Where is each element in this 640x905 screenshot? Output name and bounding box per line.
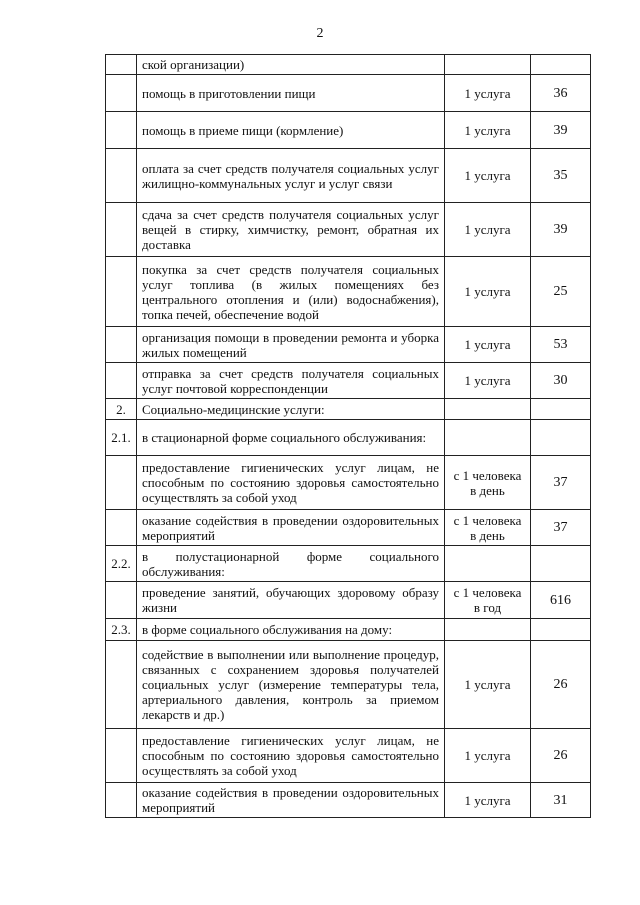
service-name: оказание содействия в проведении оздоровительных мероприятий (137, 783, 445, 818)
row-number (106, 363, 137, 399)
service-unit: 1 услуга (445, 112, 531, 149)
services-table (105, 54, 591, 818)
service-unit: с 1 человека в день (445, 456, 531, 510)
service-name: предоставление гигиенических услуг лицам, не способным по состоянию здоровья самостоятельно осуществлять за собой уход (137, 729, 445, 783)
service-value: 36 (531, 75, 591, 112)
service-value (531, 55, 591, 75)
service-unit: 1 услуга (445, 257, 531, 327)
table-row (106, 641, 591, 729)
subsection-title: в форме социального обслуживания на дому: (137, 619, 445, 641)
table-row (106, 363, 591, 399)
table-row (106, 510, 591, 546)
row-number (106, 641, 137, 729)
service-value: 26 (531, 729, 591, 783)
service-unit: 1 услуга (445, 363, 531, 399)
service-name: организация помощи в проведении ремонта и уборка жилых помещений (137, 327, 445, 363)
service-name: сдача за счет средств получателя социальных услуг вещей в стирку, химчистку, ремонт, обратная их доставка (137, 203, 445, 257)
table-row (106, 55, 591, 75)
service-value: 25 (531, 257, 591, 327)
service-unit: 1 услуга (445, 75, 531, 112)
subsection-title: в стационарной форме социального обслуживания: (137, 420, 445, 456)
service-unit (445, 55, 531, 75)
service-unit: 1 услуга (445, 729, 531, 783)
page-number: 2 (316, 26, 324, 41)
service-unit: с 1 человека в год (445, 582, 531, 619)
service-value: 616 (531, 582, 591, 619)
service-unit: 1 услуга (445, 149, 531, 203)
service-unit: с 1 человека в день (445, 510, 531, 546)
service-name: содействие в выполнении или выполнение процедур, связанных с сохранением здоровья получателей социальных услуг (измерение температуры тела, артериального давления, контроль за приемом лекарств и др.) (137, 641, 445, 729)
service-name: покупка за счет средств получателя социальных услуг топлива (в жилых помещениях без центрального отопления и (или) водоснабжения), топка печей, обеспечение водой (137, 257, 445, 327)
service-value: 35 (531, 149, 591, 203)
service-value: 39 (531, 112, 591, 149)
service-unit (445, 399, 531, 420)
row-number (106, 149, 137, 203)
table-row (106, 399, 591, 420)
service-unit: 1 услуга (445, 327, 531, 363)
service-unit: 1 услуга (445, 641, 531, 729)
table-row (106, 456, 591, 510)
row-number (106, 327, 137, 363)
service-name: оказание содействия в проведении оздоровительных мероприятий (137, 510, 445, 546)
service-name: оплата за счет средств получателя социальных услуг жилищно-коммунальных услуг и услуг связи (137, 149, 445, 203)
service-value: 26 (531, 641, 591, 729)
service-value (531, 399, 591, 420)
service-unit (445, 420, 531, 456)
table-row (106, 729, 591, 783)
table-row (106, 582, 591, 619)
row-number (106, 783, 137, 818)
row-number (106, 456, 137, 510)
row-number (106, 112, 137, 149)
service-value: 53 (531, 327, 591, 363)
table-row (106, 327, 591, 363)
service-name: помощь в приеме пищи (кормление) (137, 112, 445, 149)
row-number (106, 510, 137, 546)
service-value (531, 619, 591, 641)
service-name: ской организации) (137, 55, 445, 75)
row-number (106, 55, 137, 75)
service-value: 30 (531, 363, 591, 399)
row-number (106, 582, 137, 619)
row-number (106, 257, 137, 327)
section-title: Социально-медицинские услуги: (137, 399, 445, 420)
table-row (106, 149, 591, 203)
service-name: отправка за счет средств получателя социальных услуг почтовой корреспонденции (137, 363, 445, 399)
row-number (106, 203, 137, 257)
service-value (531, 546, 591, 582)
table-row (106, 619, 591, 641)
service-unit: 1 услуга (445, 783, 531, 818)
row-number: 2.2. (106, 546, 137, 582)
service-name: помощь в приготовлении пищи (137, 75, 445, 112)
table-row (106, 257, 591, 327)
table-row (106, 420, 591, 456)
table-row (106, 203, 591, 257)
service-name: предоставление гигиенических услуг лицам, не способным по состоянию здоровья самостоятельно осуществлять за собой уход (137, 456, 445, 510)
row-number: 2. (106, 399, 137, 420)
subsection-title: в полустационарной форме социального обслуживания: (137, 546, 445, 582)
table-row (106, 112, 591, 149)
service-value (531, 420, 591, 456)
table-row (106, 546, 591, 582)
service-unit: 1 услуга (445, 203, 531, 257)
service-name: проведение занятий, обучающих здоровому образу жизни (137, 582, 445, 619)
service-value: 39 (531, 203, 591, 257)
table-row (106, 783, 591, 818)
service-unit (445, 546, 531, 582)
row-number: 2.3. (106, 619, 137, 641)
service-value: 37 (531, 510, 591, 546)
service-unit (445, 619, 531, 641)
row-number (106, 75, 137, 112)
row-number: 2.1. (106, 420, 137, 456)
service-value: 37 (531, 456, 591, 510)
row-number (106, 729, 137, 783)
service-value: 31 (531, 783, 591, 818)
table-row (106, 75, 591, 112)
